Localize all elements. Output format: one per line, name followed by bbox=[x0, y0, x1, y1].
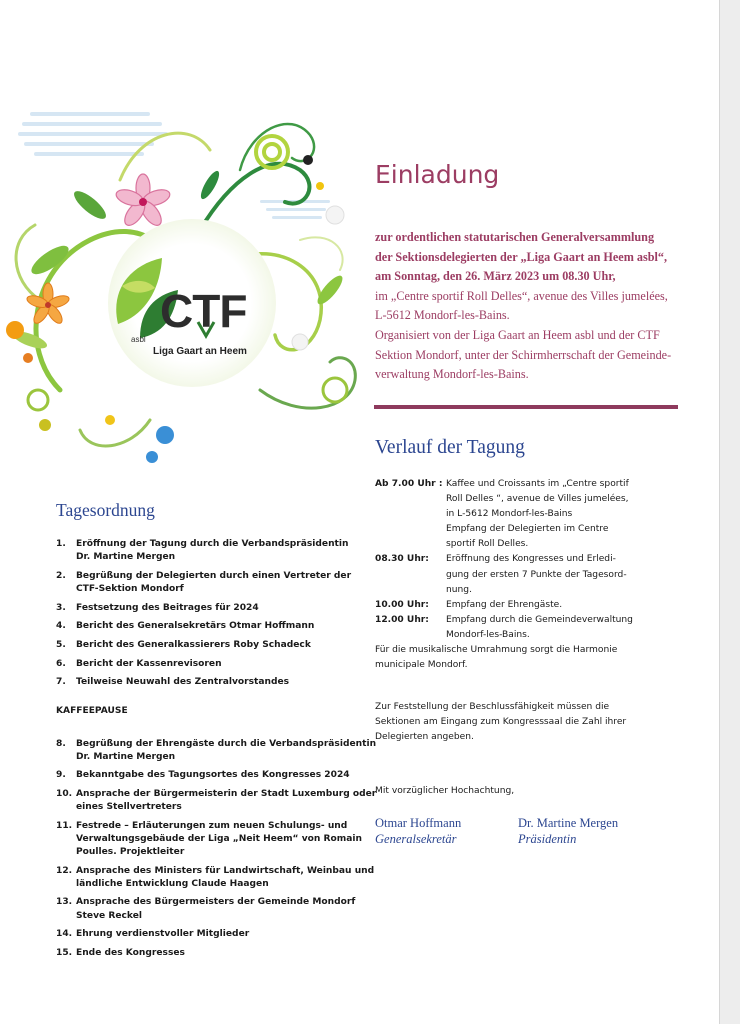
agenda-title: Tagesordnung bbox=[56, 500, 155, 520]
agenda-text: Festrede – Erläuterungen zum neuen Schulungs- und bbox=[76, 820, 348, 831]
signature-name: Dr. Martine Mergen bbox=[518, 816, 619, 830]
music-note: Für die musikalische Umrahmung sorgt die Harmonie bbox=[375, 645, 618, 656]
agenda-text: Verwaltungsgebäude der Liga „Neit Heem“ von Romain bbox=[76, 833, 362, 844]
signature-name: Otmar Hoffmann bbox=[375, 816, 462, 830]
agenda-text: Ansprache des Ministers für Landwirtschaft, Weinbau und bbox=[76, 865, 375, 876]
agenda-text: Dr. Martine Mergen bbox=[76, 552, 176, 563]
schedule-desc: Empfang der Delegierten im Centre bbox=[446, 524, 609, 535]
agenda-text: eines Stellvertreters bbox=[76, 802, 182, 813]
agenda-text: Ehrung verdienstvoller Mitglieder bbox=[76, 929, 250, 940]
agenda-number: 14. bbox=[56, 929, 73, 940]
agenda-number: 8. bbox=[56, 738, 66, 749]
agenda-number: 6. bbox=[56, 658, 66, 669]
schedule-desc: Empfang der Ehrengäste. bbox=[446, 599, 563, 610]
schedule-desc: Empfang durch die Gemeindeverwaltung bbox=[446, 614, 633, 625]
agenda-number: 1. bbox=[56, 539, 66, 549]
signature-secretary bbox=[375, 815, 461, 847]
signature-president bbox=[518, 815, 618, 847]
agenda-item bbox=[56, 602, 366, 615]
logo-ctf: CTF bbox=[160, 285, 247, 337]
schedule-desc: Eröffnung des Kongresses und Erledi- bbox=[446, 554, 616, 565]
agenda-text: Begrüßung der Ehrengäste durch die Verbandspräsidentin bbox=[76, 738, 377, 749]
agenda-text: CTF-Sektion Mondorf bbox=[76, 583, 184, 594]
agenda-text: ländliche Entwicklung Claude Haagen bbox=[76, 878, 269, 889]
agenda-number: 7. bbox=[56, 677, 66, 688]
schedule bbox=[375, 477, 675, 746]
schedule-desc: nung. bbox=[446, 584, 472, 595]
agenda-number: 9. bbox=[56, 770, 66, 781]
schedule-time: 08.30 Uhr: bbox=[375, 554, 429, 565]
agenda-number: 11. bbox=[56, 820, 73, 831]
agenda-text: Teilweise Neuwahl des Zentralvorstandes bbox=[76, 677, 290, 688]
schedule-row bbox=[375, 477, 675, 552]
coffee-break: KAFFEEPAUSE bbox=[56, 706, 128, 717]
agenda-text: Dr. Martine Mergen bbox=[76, 751, 176, 762]
schedule-row bbox=[375, 613, 675, 643]
invitation-line: zur ordentlichen statutarischen Generalversammlung bbox=[375, 230, 655, 244]
agenda-text: Ansprache des Bürgermeisters der Gemeinde Mondorf bbox=[76, 897, 356, 908]
schedule-title: Verlauf der Tagung bbox=[375, 437, 525, 458]
agenda-item bbox=[56, 896, 366, 922]
agenda-item bbox=[56, 865, 375, 891]
closing-regards: Mit vorzüglicher Hochachtung, bbox=[375, 786, 515, 796]
signature-role: Generalsekretär bbox=[375, 832, 457, 846]
schedule-desc: in L-5612 Mondorf-les-Bains bbox=[446, 509, 573, 520]
page-edge bbox=[719, 0, 740, 1024]
schedule-row bbox=[375, 552, 675, 597]
agenda-item bbox=[56, 676, 366, 689]
invitation-line: Sektion Mondorf, unter der Schirmherrschaft der Gemeinde- bbox=[375, 347, 672, 362]
invitation-line: am Sonntag, den 26. März 2023 um 08.30 Uhr, bbox=[375, 269, 616, 284]
quorum-note: Zur Feststellung der Beschlussfähigkeit müssen die bbox=[375, 702, 610, 713]
agenda-text: Bekanntgabe des Tagungsortes des Kongresses 2024 bbox=[76, 770, 350, 781]
schedule-time: 12.00 Uhr: bbox=[375, 614, 429, 625]
invitation-line: im „Centre sportif Roll Delles“, avenue des Villes jumelées, bbox=[375, 288, 668, 303]
agenda-number: 12. bbox=[56, 865, 73, 876]
agenda-number: 4. bbox=[56, 621, 66, 632]
agenda-text: Festsetzung des Beitrages für 2024 bbox=[76, 602, 259, 613]
agenda-list bbox=[56, 538, 377, 966]
schedule-time: 10.00 Uhr: bbox=[375, 599, 429, 610]
agenda-text: Bericht des Generalsekretärs Otmar Hoffmann bbox=[76, 621, 315, 632]
agenda-item bbox=[56, 947, 366, 960]
agenda-text: Poulles. Projektleiter bbox=[76, 846, 185, 857]
logo-liga-name: Liga Gaart an Heem bbox=[153, 346, 247, 357]
agenda-text: Ende des Kongresses bbox=[76, 947, 185, 958]
agenda-number: 3. bbox=[56, 602, 66, 613]
agenda-text: Bericht der Kassenrevisoren bbox=[76, 658, 222, 669]
section-divider bbox=[374, 405, 678, 409]
music-note: municipale Mondorf. bbox=[375, 660, 468, 671]
agenda-text: Eröffnung der Tagung durch die Verbandspräsidentin bbox=[76, 539, 349, 549]
agenda-text: Steve Reckel bbox=[76, 910, 142, 921]
schedule-row bbox=[375, 598, 675, 613]
agenda-text: Bericht des Generalkassierers Roby Schadeck bbox=[76, 639, 311, 650]
agenda-text: Ansprache der Bürgermeisterin der Stadt Luxemburg oder bbox=[76, 788, 377, 799]
agenda-item bbox=[56, 620, 366, 633]
agenda-number: 13. bbox=[56, 897, 73, 908]
schedule-desc: Roll Delles “, avenue de Villes jumelées, bbox=[446, 494, 629, 505]
quorum-note: Delegierten angeben. bbox=[375, 732, 474, 743]
invitation-line: verwaltung Mondorf-les-Bains. bbox=[375, 367, 529, 382]
logo-asbl: asbl bbox=[131, 335, 146, 344]
signature-role: Präsidentin bbox=[518, 832, 577, 846]
agenda-item bbox=[56, 820, 366, 859]
quorum-note: Sektionen am Eingang zum Kongresssaal die Zahl ihrer bbox=[375, 717, 627, 728]
invitation-line: L-5612 Mondorf-les-Bains. bbox=[375, 308, 510, 323]
agenda-number: 10. bbox=[56, 788, 73, 799]
agenda-item bbox=[56, 658, 366, 671]
schedule-desc: gung der ersten 7 Punkte der Tagesord- bbox=[446, 569, 627, 580]
agenda-number: 5. bbox=[56, 639, 66, 650]
agenda-item bbox=[56, 788, 377, 814]
schedule-desc: Kaffee und Croissants im „Centre sportif bbox=[446, 479, 629, 489]
agenda-text: Begrüßung der Delegierten durch einen Vertreter der bbox=[76, 570, 352, 581]
agenda-number: 2. bbox=[56, 570, 66, 581]
agenda-item bbox=[56, 538, 366, 564]
agenda-item bbox=[56, 769, 366, 782]
agenda-item bbox=[56, 570, 366, 596]
invitation-title: Einladung bbox=[375, 160, 500, 189]
invitation-text bbox=[375, 228, 695, 385]
agenda-item bbox=[56, 738, 377, 764]
agenda-item bbox=[56, 928, 366, 941]
schedule-time: Ab 7.00 Uhr : bbox=[375, 479, 443, 489]
schedule-desc: sportif Roll Delles. bbox=[446, 539, 529, 550]
schedule-desc: Mondorf-les-Bains. bbox=[446, 629, 530, 640]
agenda-number: 15. bbox=[56, 947, 73, 958]
floral-artwork bbox=[0, 90, 370, 475]
invitation-line: Organisiert von der Liga Gaart an Heem asbl und der CTF bbox=[375, 327, 660, 342]
invitation-line: der Sektionsdelegierten der „Liga Gaart an Heem asbl“, bbox=[375, 249, 668, 264]
agenda-item bbox=[56, 639, 366, 652]
